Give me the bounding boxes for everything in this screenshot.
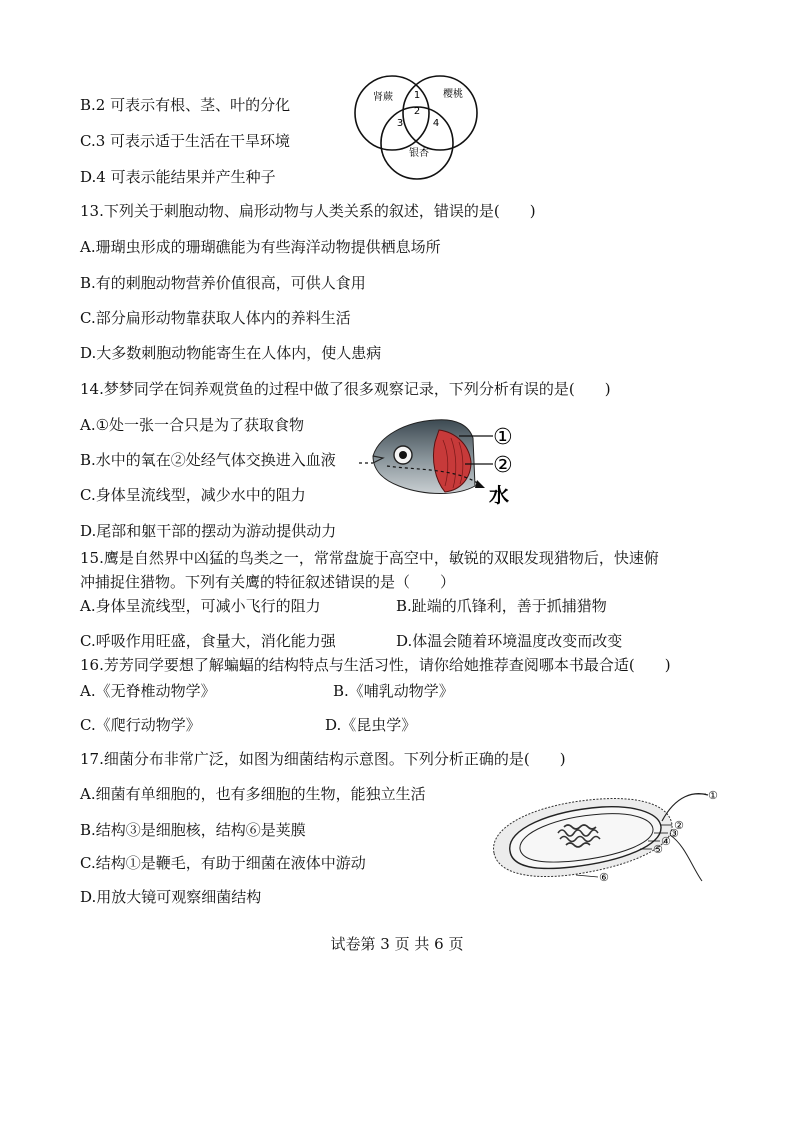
q15-option-c: C.呼吸作用旺盛，食量大，消化能力强 <box>80 632 336 650</box>
bacteria-label-1: ① <box>708 789 718 802</box>
q13-stem: 13.下列关于刺胞动物、扁形动物与人类关系的叙述，错误的是( ) <box>80 202 536 220</box>
q14-option-d: D.尾部和躯干部的摆动为游动提供动力 <box>80 522 337 540</box>
q13-option-b: B.有的刺胞动物营养价值很高，可供人食用 <box>80 274 366 292</box>
fish-label-water: 水 <box>489 483 509 507</box>
fish-pupil <box>399 451 407 459</box>
page-footer: 试卷第 3 页 共 6 页 <box>330 935 464 953</box>
bacteria-figure <box>480 785 725 895</box>
q13-option-a: A.珊瑚虫形成的珊瑚礁能为有些海洋动物提供栖息场所 <box>80 238 441 256</box>
bacteria-label-5: ⑤ <box>653 843 663 856</box>
bacteria-label-6: ⑥ <box>599 871 609 884</box>
q12-option-d: D.4 可表示能结果并产生种子 <box>80 168 276 186</box>
q16-option-b: B.《哺乳动物学》 <box>333 682 454 700</box>
bacteria-flagellum-2 <box>670 835 702 881</box>
bacteria-leader-6 <box>576 875 598 877</box>
bacteria-label-3: ③ <box>669 827 679 840</box>
venn-label-bottom: 银杏 <box>409 148 429 159</box>
q15-option-b: B.趾端的爪锋利，善于抓捕猎物 <box>396 597 607 615</box>
venn-region-2: 2 <box>413 106 421 117</box>
venn-label-right: 樱桃 <box>443 89 463 100</box>
venn-region-4: 4 <box>432 118 440 129</box>
q17-stem: 17.细菌分布非常广泛，如图为细菌结构示意图。下列分析正确的是( ) <box>80 750 566 768</box>
q13-option-c: C.部分扁形动物靠获取人体内的养料生活 <box>80 309 351 327</box>
bacteria-label-2: ② <box>674 819 684 832</box>
q14-stem: 14.梦梦同学在饲养观赏鱼的过程中做了很多观察记录，下列分析有误的是( ) <box>80 380 611 398</box>
q15-option-d: D.体温会随着环境温度改变而改变 <box>396 632 623 650</box>
q17-option-b: B.结构③是细胞核，结构⑥是荚膜 <box>80 821 306 839</box>
q12-option-b: B.2 可表示有根、茎、叶的分化 <box>80 96 291 114</box>
q16-option-d: D.《昆虫学》 <box>325 716 417 734</box>
venn-region-3: 3 <box>396 118 404 129</box>
q17-option-c: C.结构①是鞭毛，有助于细菌在液体中游动 <box>80 854 366 872</box>
q14-option-c: C.身体呈流线型，减少水中的阻力 <box>80 486 306 504</box>
q15-stem-line1: 15.鹰是自然界中凶猛的鸟类之一，常常盘旋于高空中，敏锐的双眼发现猎物后，快速俯 <box>80 549 659 567</box>
bacteria-label-4: ④ <box>661 835 671 848</box>
water-arrow-head <box>475 480 485 488</box>
q17-option-a: A.细菌有单细胞的，也有多细胞的生物，能独立生活 <box>80 785 426 803</box>
q14-option-a: A.①处一张一合只是为了获取食物 <box>80 416 305 434</box>
q15-stem-line2: 冲捕捉住猎物。下列有关鹰的特征叙述错误的是（ ） <box>80 573 456 591</box>
q15-option-a: A.身体呈流线型，可减小飞行的阻力 <box>80 597 321 615</box>
venn-label-left: 肾蕨 <box>373 92 393 103</box>
q13-option-d: D.大多数刺胞动物能寄生在人体内，使人患病 <box>80 344 382 362</box>
venn-region-1: 1 <box>413 90 421 101</box>
q17-option-d: D.用放大镜可观察细菌结构 <box>80 888 262 906</box>
venn-diagram <box>350 72 485 182</box>
fish-label-2: ② <box>493 453 513 478</box>
q16-option-a: A.《无脊椎动物学》 <box>80 682 216 700</box>
q12-option-c: C.3 可表示适于生活在干旱环境 <box>80 132 291 150</box>
venn-circle-bottom <box>381 107 453 179</box>
q16-stem: 16.芳芳同学要想了解蝙蝠的结构特点与生活习性，请你给她推荐查阅哪本书最合适( ) <box>80 656 671 674</box>
fish-figure <box>365 408 525 508</box>
fish-label-1: ① <box>493 425 513 450</box>
q16-option-c: C.《爬行动物学》 <box>80 716 201 734</box>
q14-option-b: B.水中的氧在②处经气体交换进入血液 <box>80 451 336 469</box>
